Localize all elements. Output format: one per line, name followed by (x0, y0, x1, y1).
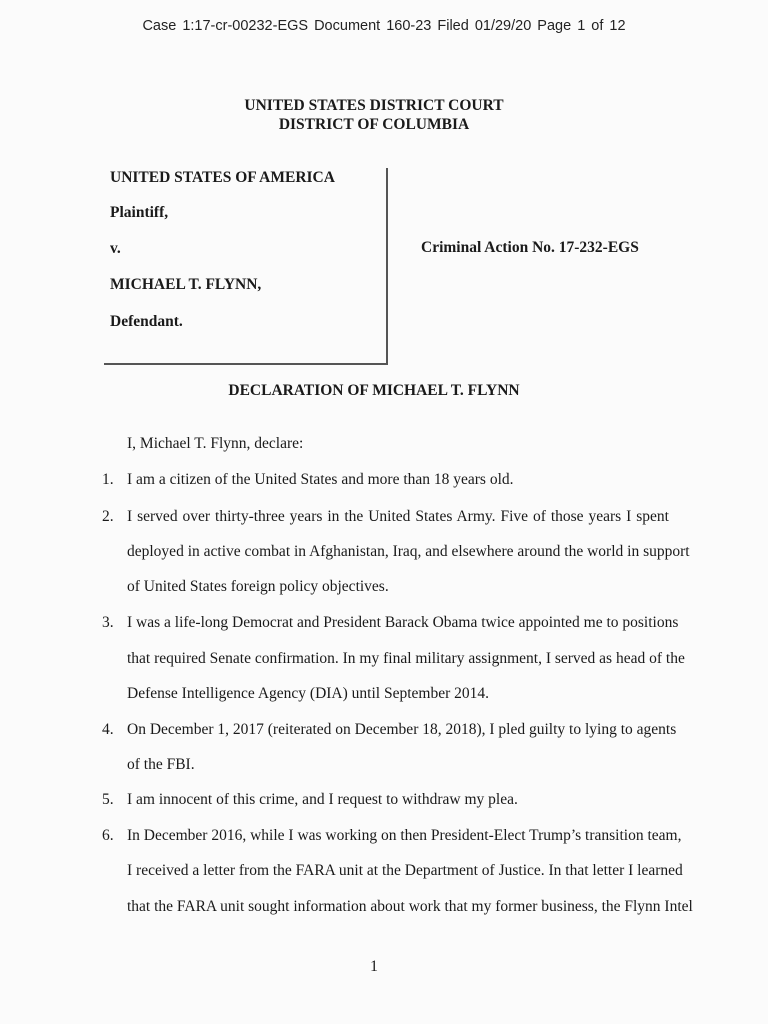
paragraph-5-number: 5. (102, 791, 114, 808)
defendant-name: MICHAEL T. FLYNN, (110, 276, 262, 293)
paragraph-6-line-1: In December 2016, while I was working on then President-Elect Trump’s transition team, (127, 827, 682, 844)
plaintiff-role: Plaintiff, (110, 204, 169, 221)
court-heading (0, 96, 748, 134)
declaration-title: DECLARATION OF MICHAEL T. FLYNN (228, 382, 520, 399)
court-district: DISTRICT OF COLUMBIA (278, 116, 470, 133)
paragraph-6-line-2: I received a letter from the FARA unit at the Department of Justice. In that letter I learned (127, 862, 683, 879)
versus: v. (110, 240, 121, 257)
paragraph-2-number: 2. (102, 508, 114, 525)
paragraph-3-line-1: I was a life-long Democrat and President Barack Obama twice appointed me to positions (127, 614, 679, 631)
paragraph-6-line-3: that the FARA unit sought information about work that my former business, the Flynn Intel (127, 898, 693, 915)
declaration-intro: I, Michael T. Flynn, declare: (127, 435, 304, 452)
caption-horizontal-divider (104, 363, 388, 365)
court-name: UNITED STATES DISTRICT COURT (244, 97, 504, 114)
paragraph-3-number: 3. (102, 614, 114, 631)
case-header: Case 1:17-cr-00232-EGS Document 160-23 Filed 01/29/20 Page 1 of 12 (142, 18, 626, 34)
criminal-action-number: Criminal Action No. 17-232-EGS (421, 239, 639, 256)
paragraph-4-line-1: On December 1, 2017 (reiterated on December 18, 2018), I pled guilty to lying to agents (127, 721, 677, 738)
paragraph-2-line-2: deployed in active combat in Afghanistan, Iraq, and elsewhere around the world in support (127, 543, 690, 560)
paragraph-4-line-2: of the FBI. (127, 756, 195, 773)
paragraph-5-line-1: I am innocent of this crime, and I request to withdraw my plea. (127, 791, 518, 808)
caption-vertical-divider (386, 168, 388, 364)
paragraph-2-line-1: I served over thirty-three years in the United States Army. Five of those years I spent (127, 508, 669, 525)
paragraph-6-number: 6. (102, 827, 114, 844)
paragraph-1-number: 1. (102, 471, 114, 488)
page-number: 1 (370, 958, 378, 975)
paragraph-4-number: 4. (102, 721, 114, 738)
paragraph-2-line-3: of United States foreign policy objectives. (127, 578, 389, 595)
defendant-role: Defendant. (110, 313, 183, 330)
paragraph-3-line-2: that required Senate confirmation. In my final military assignment, I served as head of the (127, 650, 685, 667)
plaintiff-name: UNITED STATES OF AMERICA (110, 169, 335, 186)
paragraph-1-line-1: I am a citizen of the United States and more than 18 years old. (127, 471, 514, 488)
paragraph-3-line-3: Defense Intelligence Agency (DIA) until September 2014. (127, 685, 489, 702)
